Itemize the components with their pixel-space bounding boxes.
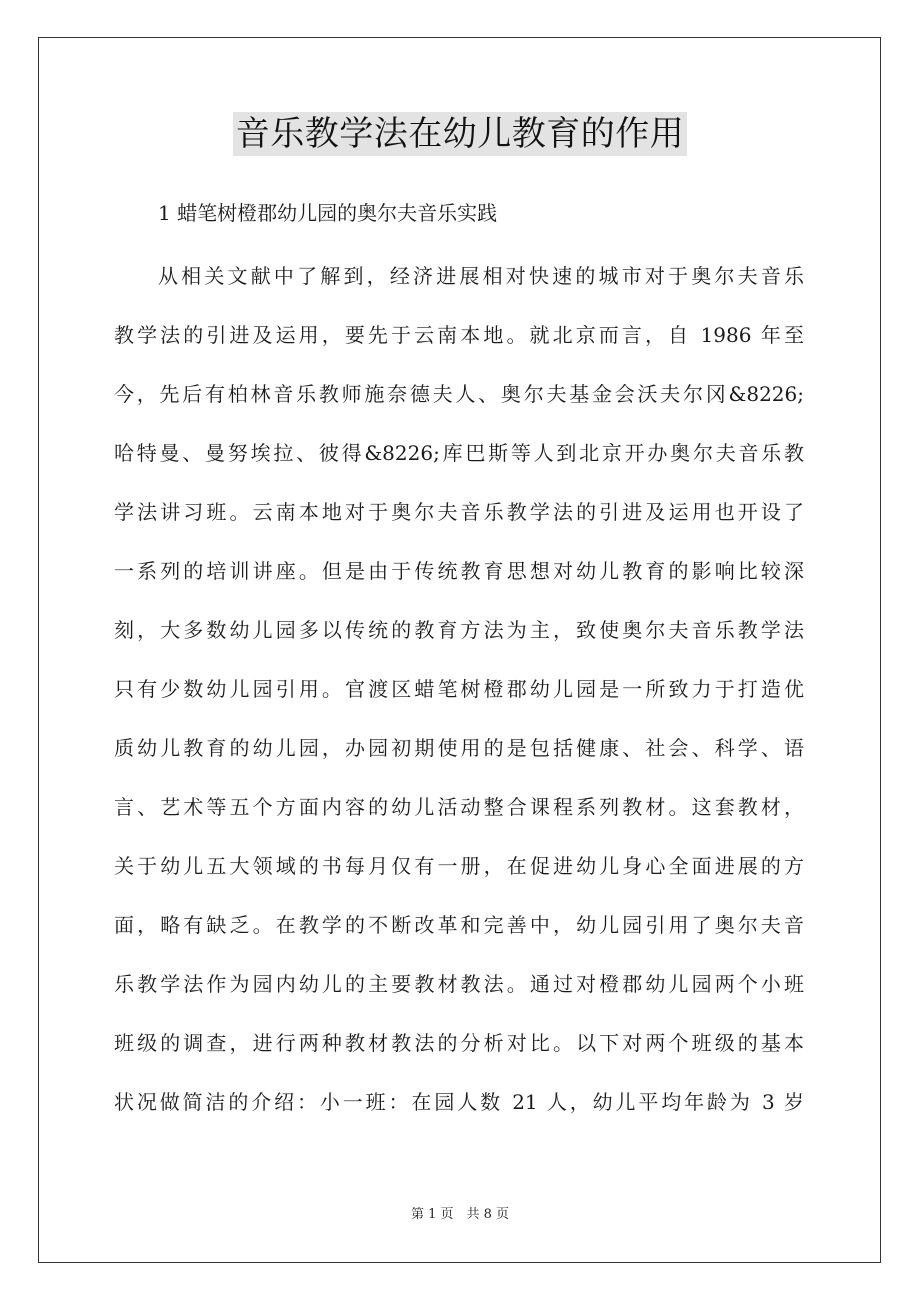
paragraph-line: 质幼儿教育的幼儿园，办园初期使用的是包括健康、社会、科学、语 [114, 736, 804, 760]
page-number-footer: 第 1 页 共 8 页 [410, 1207, 510, 1222]
paragraph-line: 乐教学法作为园内幼儿的主要教材教法。通过对橙郡幼儿园两个小班 [114, 972, 804, 996]
paragraph-line: 班级的调查，进行两种教材教法的分析对比。以下对两个班级的基本 [114, 1031, 804, 1055]
paragraph-line: 从相关文献中了解到，经济进展相对快速的城市对于奥尔夫音乐 [158, 264, 804, 288]
paragraph-line: 教学法的引进及运用，要先于云南本地。就北京而言，自 1986 年至 [114, 323, 804, 347]
paragraph-line: 面，略有缺乏。在教学的不断改革和完善中，幼儿园引用了奥尔夫音 [114, 913, 804, 937]
title-container [0, 112, 920, 156]
paragraph-line: 关于幼儿五大领域的书每月仅有一册，在促进幼儿身心全面进展的方 [114, 854, 804, 878]
document-title: 音乐教学法在幼儿教育的作用 [233, 112, 688, 156]
paragraph-line: 只有少数幼儿园引用。官渡区蜡笔树橙郡幼儿园是一所致力于打造优 [114, 677, 804, 701]
paragraph-line: 哈特曼、曼努埃拉、彼得&8226;库巴斯等人到北京开办奥尔夫音乐教 [114, 441, 804, 465]
paragraph-line: 状况做简洁的介绍：小一班：在园人数 21 人，幼儿平均年龄为 3 岁 [114, 1090, 804, 1114]
section-heading: 1 蜡笔树橙郡幼儿园的奥尔夫音乐实践 [158, 201, 498, 225]
paragraph-line: 言、艺术等五个方面内容的幼儿活动整合课程系列教材。这套教材， [114, 795, 804, 819]
paragraph-line: 学法讲习班。云南本地对于奥尔夫音乐教学法的引进及运用也开设了 [114, 500, 804, 524]
paragraph-line: 今，先后有柏林音乐教师施奈德夫人、奥尔夫基金会沃夫尔冈&8226; [114, 382, 804, 406]
paragraph-line: 刻，大多数幼儿园多以传统的教育方法为主，致使奥尔夫音乐教学法 [114, 618, 804, 642]
paragraph-line: 一系列的培训讲座。但是由于传统教育思想对幼儿教育的影响比较深 [114, 559, 804, 583]
